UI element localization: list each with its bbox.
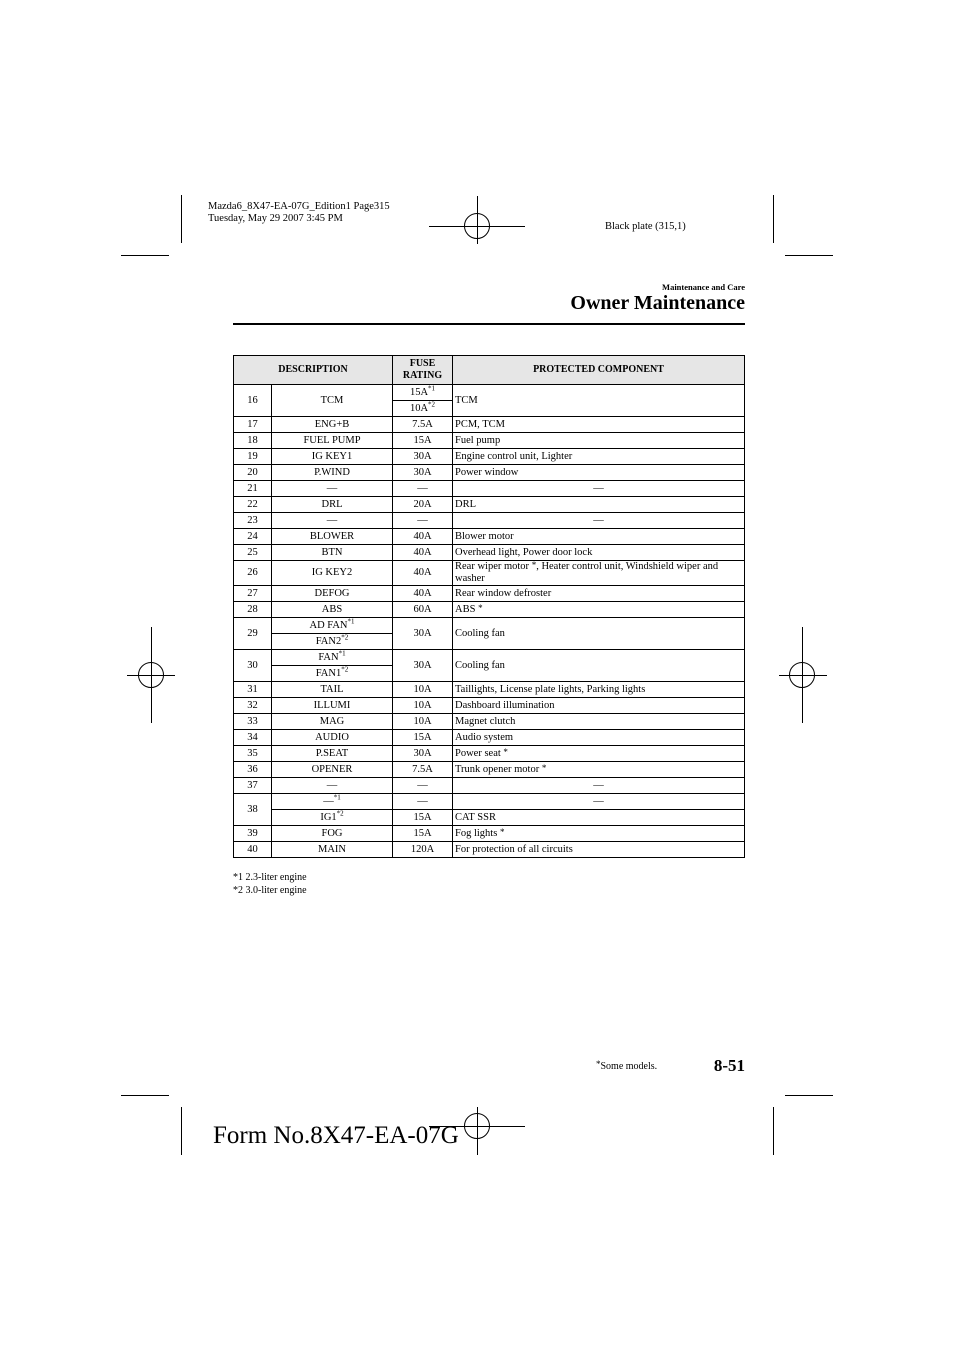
registration-line bbox=[779, 675, 827, 676]
title-rule bbox=[233, 323, 745, 325]
some-models-asterisk: * bbox=[531, 560, 537, 570]
print-header bbox=[208, 201, 390, 225]
table-row: 20 P.WIND 30A Power window bbox=[234, 465, 745, 481]
some-models-note: *Some models. bbox=[596, 1059, 658, 1072]
table-row: 21 — — — bbox=[234, 481, 745, 497]
print-header-line1: Mazda6_8X47-EA-07G_Edition1 Page315 bbox=[208, 201, 390, 212]
page-number: 8-51 bbox=[713, 1056, 745, 1075]
print-header-line2: Tuesday, May 29 2007 3:45 PM bbox=[208, 213, 343, 224]
table-row: 27 DEFOG 40A Rear window defroster bbox=[234, 586, 745, 602]
row-number: 16 bbox=[234, 385, 272, 417]
table-row: 34 AUDIO 15A Audio system bbox=[234, 730, 745, 746]
crop-mark bbox=[121, 1095, 169, 1096]
row-fuse: $15A^{*1}$ bbox=[393, 385, 453, 401]
table-row: 19 IG KEY1 30A Engine control unit, Lighter bbox=[234, 449, 745, 465]
table-row: 35 P.SEAT 30A Power seat * bbox=[234, 746, 745, 762]
crop-mark bbox=[785, 255, 833, 256]
fuse-table bbox=[233, 355, 745, 858]
some-models-asterisk: * bbox=[499, 826, 505, 837]
table-row: 37 — — — bbox=[234, 778, 745, 794]
table-row: 18 FUEL PUMP 15A Fuel pump bbox=[234, 433, 745, 449]
row-component: TCM bbox=[453, 385, 745, 417]
header-protected-component: PROTECTED COMPONENT bbox=[453, 356, 745, 385]
section-label: Maintenance and Care bbox=[662, 282, 745, 292]
table-row: 23 — — — bbox=[234, 513, 745, 529]
registration-line bbox=[477, 1107, 478, 1155]
row-description: TCM bbox=[272, 385, 393, 417]
some-models-asterisk: * bbox=[541, 762, 547, 773]
crop-mark bbox=[181, 195, 182, 243]
table-row: 32 ILLUMI 10A Dashboard illumination bbox=[234, 698, 745, 714]
crop-mark bbox=[773, 195, 774, 243]
registration-line bbox=[127, 675, 175, 676]
crop-mark bbox=[773, 1107, 774, 1155]
plate-label: Black plate (315,1) bbox=[605, 221, 686, 232]
table-row: 40 MAIN 120A For protection of all circuits bbox=[234, 842, 745, 858]
row-fuse: $10A^{*2}$ bbox=[393, 401, 453, 417]
crop-mark bbox=[181, 1107, 182, 1155]
table-row: FAN2$^{*2}$ bbox=[234, 634, 745, 650]
table-row: 26 IG KEY2 40A Rear wiper motor *, Heater control unit, Windshield wiper and washer bbox=[234, 561, 745, 586]
table-row: 24 BLOWER 40A Blower motor bbox=[234, 529, 745, 545]
table-row: 38 —$^{*1}$ — — bbox=[234, 794, 745, 810]
registration-line bbox=[477, 196, 478, 244]
table-row: 28 ABS 60A ABS * bbox=[234, 602, 745, 618]
table-row: 33 MAG 10A Magnet clutch bbox=[234, 714, 745, 730]
table-row: 17 ENG+B 7.5A PCM, TCM bbox=[234, 417, 745, 433]
crop-mark bbox=[121, 255, 169, 256]
table-row: 22 DRL 20A DRL bbox=[234, 497, 745, 513]
table-row: 30 FAN$^{*1}$ 30A Cooling fan bbox=[234, 650, 745, 666]
table-row: 29 AD FAN$^{*1}$ 30A Cooling fan bbox=[234, 618, 745, 634]
table-row: 25 BTN 40A Overhead light, Power door lock bbox=[234, 545, 745, 561]
header-fuse-rating: FUSE RATING bbox=[393, 356, 453, 385]
header-description: DESCRIPTION bbox=[234, 356, 393, 385]
table-row: IG1$^{*2}$ 15A CAT SSR bbox=[234, 810, 745, 826]
table-header-row bbox=[234, 356, 745, 385]
footnote-1: *1 2.3-liter engine bbox=[233, 872, 307, 883]
crop-mark bbox=[785, 1095, 833, 1096]
table-row: 39 FOG 15A Fog lights * bbox=[234, 826, 745, 842]
table-row: FAN1$^{*2}$ bbox=[234, 666, 745, 682]
table-row: 31 TAIL 10A Taillights, License plate lights, Parking lights bbox=[234, 682, 745, 698]
form-number: Form No.8X47-EA-07G bbox=[213, 1122, 459, 1149]
some-models-asterisk: * bbox=[478, 602, 483, 613]
footnote-2: *2 3.0-liter engine bbox=[233, 885, 307, 896]
footnotes bbox=[233, 871, 307, 897]
table-row bbox=[234, 385, 745, 401]
table-row: 36 OPENER 7.5A Trunk opener motor * bbox=[234, 762, 745, 778]
some-models-asterisk: * bbox=[503, 746, 508, 757]
page-title: Owner Maintenance bbox=[570, 292, 745, 314]
